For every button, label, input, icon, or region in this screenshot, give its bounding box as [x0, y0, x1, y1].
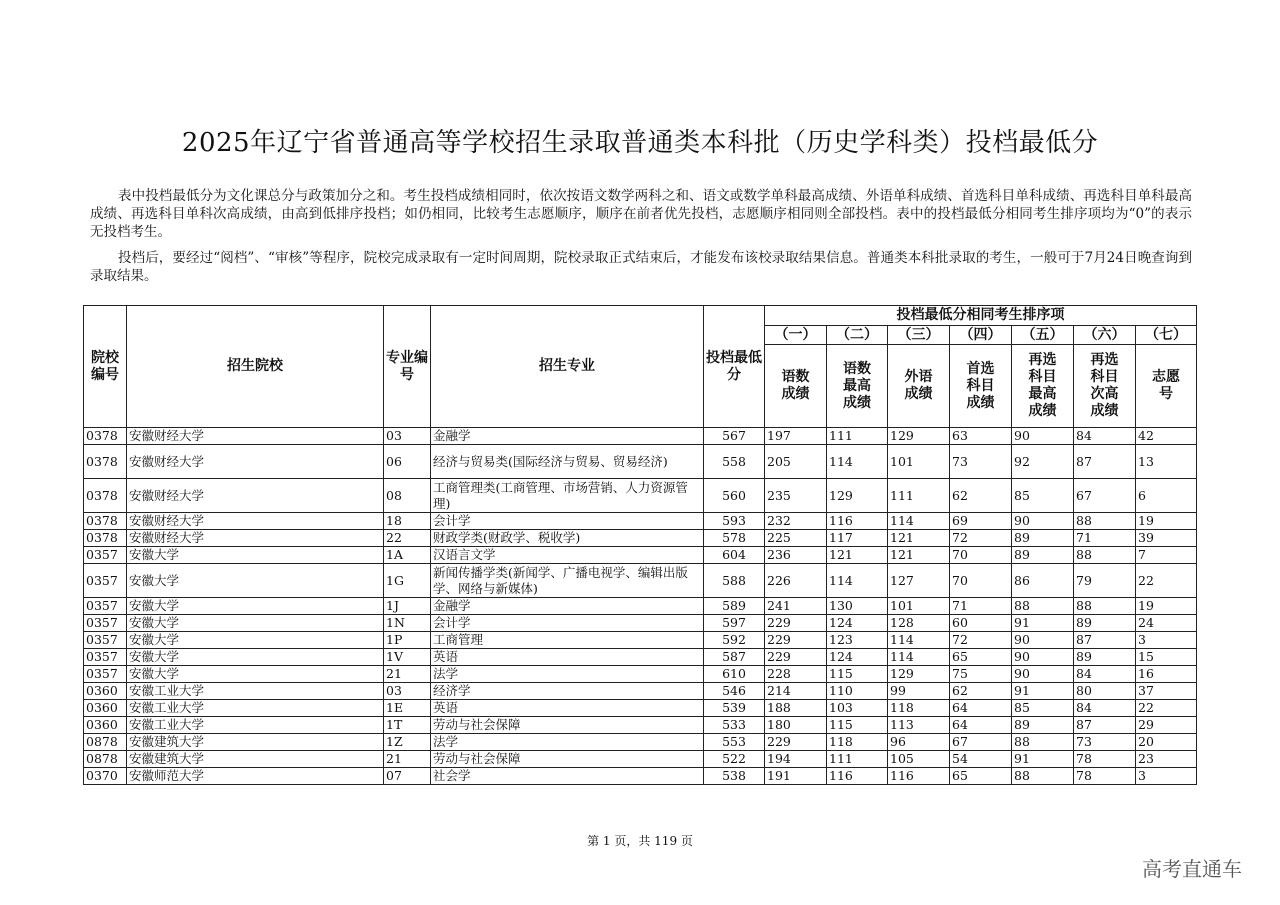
score-table — [83, 305, 1197, 785]
cell-major-code: 18 — [384, 513, 431, 530]
cell-min-score: 587 — [704, 649, 765, 666]
cell-elective-max: 92 — [1012, 445, 1074, 479]
table-row — [84, 598, 1197, 615]
cell-preference-no: 20 — [1136, 734, 1197, 751]
cell-major-code: 1J — [384, 598, 431, 615]
cell-yushu-max: 114 — [827, 445, 888, 479]
cell-foreign: 101 — [888, 598, 950, 615]
cell-yushu-max: 124 — [827, 649, 888, 666]
cell-min-score: 522 — [704, 751, 765, 768]
cell-elective-max: 90 — [1012, 632, 1074, 649]
cell-major: 法学 — [431, 666, 704, 683]
cell-major: 金融学 — [431, 428, 704, 445]
header-tiebreak-num: （七） — [1136, 326, 1197, 345]
cell-min-score: 578 — [704, 530, 765, 547]
cell-preference-no: 3 — [1136, 632, 1197, 649]
cell-elective-second: 84 — [1074, 666, 1136, 683]
cell-elective-second: 78 — [1074, 751, 1136, 768]
cell-yushu-max: 116 — [827, 768, 888, 785]
cell-yushu-max: 115 — [827, 666, 888, 683]
header-tiebreak-label: 再选科目最高成绩 — [1012, 345, 1074, 428]
header-tiebreak-label: 志愿号 — [1136, 345, 1197, 428]
notice-paragraph: 投档后，要经过“阅档”、“审核”等程序，院校完成录取有一定时间周期，院校录取正式结束后，才能发布该校录取结果信息。普通类本科批录取的考生，一般可于7月24日晚查询到录取结果。 — [90, 250, 1192, 284]
cell-first-subject: 75 — [950, 666, 1012, 683]
cell-school: 安徽工业大学 — [127, 717, 384, 734]
header-tiebreak-num: （三） — [888, 326, 950, 345]
header-tiebreak-num: （二） — [827, 326, 888, 345]
cell-major: 金融学 — [431, 598, 704, 615]
cell-foreign: 128 — [888, 615, 950, 632]
cell-yushu-max: 129 — [827, 479, 888, 513]
cell-yushu: 214 — [765, 683, 827, 700]
cell-yushu: 191 — [765, 768, 827, 785]
cell-school: 安徽大学 — [127, 564, 384, 598]
cell-foreign: 121 — [888, 547, 950, 564]
cell-major-code: 1N — [384, 615, 431, 632]
cell-preference-no: 29 — [1136, 717, 1197, 734]
cell-yushu-max: 130 — [827, 598, 888, 615]
cell-school: 安徽大学 — [127, 649, 384, 666]
cell-min-score: 560 — [704, 479, 765, 513]
header-tiebreak-num: （五） — [1012, 326, 1074, 345]
cell-major: 工商管理 — [431, 632, 704, 649]
cell-major-code: 1E — [384, 700, 431, 717]
table-row — [84, 683, 1197, 700]
cell-min-score: 593 — [704, 513, 765, 530]
cell-school: 安徽师范大学 — [127, 768, 384, 785]
cell-min-score: 604 — [704, 547, 765, 564]
header-min-score: 投档最低分 — [704, 306, 765, 428]
cell-preference-no: 13 — [1136, 445, 1197, 479]
header-tiebreak-num: （六） — [1074, 326, 1136, 345]
cell-yushu: 229 — [765, 632, 827, 649]
cell-school-code: 0357 — [84, 632, 127, 649]
intro-paragraph: 表中投档最低分为文化课总分与政策加分之和。考生投档成绩相同时，依次按语文数学两科之和、语文或数学单科最高成绩、外语单科成绩、首选科目单科成绩、再选科目单科最高成绩、再选科目单科次高成绩，由高到低排序投档；如仍相同，比较考生志愿顺序，顺序在前者优先投档，志愿顺序相同则全部投档。表中的投档最低分相同考生排序项均为“0”的表示无投档考生。 — [90, 188, 1192, 240]
cell-major: 经济与贸易类(国际经济与贸易、贸易经济) — [431, 445, 704, 479]
cell-elective-second: 89 — [1074, 649, 1136, 666]
cell-school-code: 0370 — [84, 768, 127, 785]
cell-school: 安徽大学 — [127, 547, 384, 564]
cell-elective-second: 84 — [1074, 428, 1136, 445]
cell-first-subject: 65 — [950, 768, 1012, 785]
table-row — [84, 479, 1197, 513]
cell-school: 安徽大学 — [127, 666, 384, 683]
cell-first-subject: 69 — [950, 513, 1012, 530]
cell-school: 安徽工业大学 — [127, 683, 384, 700]
cell-elective-max: 88 — [1012, 734, 1074, 751]
cell-major-code: 22 — [384, 530, 431, 547]
cell-min-score: 588 — [704, 564, 765, 598]
cell-school: 安徽财经大学 — [127, 513, 384, 530]
cell-first-subject: 65 — [950, 649, 1012, 666]
cell-elective-second: 88 — [1074, 513, 1136, 530]
cell-major: 会计学 — [431, 615, 704, 632]
cell-school-code: 0357 — [84, 666, 127, 683]
header-tiebreak-num: （四） — [950, 326, 1012, 345]
cell-first-subject: 73 — [950, 445, 1012, 479]
cell-foreign: 111 — [888, 479, 950, 513]
cell-foreign: 114 — [888, 649, 950, 666]
cell-major-code: 1G — [384, 564, 431, 598]
cell-min-score: 592 — [704, 632, 765, 649]
cell-school-code: 0357 — [84, 598, 127, 615]
cell-elective-max: 89 — [1012, 717, 1074, 734]
cell-elective-second: 87 — [1074, 632, 1136, 649]
cell-yushu: 229 — [765, 649, 827, 666]
cell-min-score: 546 — [704, 683, 765, 700]
cell-min-score: 558 — [704, 445, 765, 479]
table-row — [84, 700, 1197, 717]
cell-school-code: 0357 — [84, 649, 127, 666]
cell-school: 安徽建筑大学 — [127, 734, 384, 751]
cell-school: 安徽大学 — [127, 615, 384, 632]
cell-elective-max: 91 — [1012, 683, 1074, 700]
cell-yushu: 180 — [765, 717, 827, 734]
cell-elective-second: 79 — [1074, 564, 1136, 598]
header-tiebreak-label: 语数最高成绩 — [827, 345, 888, 428]
cell-preference-no: 24 — [1136, 615, 1197, 632]
cell-yushu: 194 — [765, 751, 827, 768]
cell-elective-second: 87 — [1074, 445, 1136, 479]
cell-school-code: 0378 — [84, 513, 127, 530]
header-major: 招生专业 — [431, 306, 704, 428]
cell-foreign: 96 — [888, 734, 950, 751]
cell-school-code: 0378 — [84, 479, 127, 513]
cell-preference-no: 37 — [1136, 683, 1197, 700]
cell-yushu-max: 103 — [827, 700, 888, 717]
cell-elective-max: 86 — [1012, 564, 1074, 598]
cell-major-code: 21 — [384, 751, 431, 768]
cell-foreign: 129 — [888, 428, 950, 445]
cell-school-code: 0360 — [84, 717, 127, 734]
cell-foreign: 101 — [888, 445, 950, 479]
cell-first-subject: 71 — [950, 598, 1012, 615]
cell-yushu: 226 — [765, 564, 827, 598]
table-row — [84, 632, 1197, 649]
cell-elective-max: 89 — [1012, 530, 1074, 547]
cell-yushu: 225 — [765, 530, 827, 547]
cell-school-code: 0378 — [84, 445, 127, 479]
cell-preference-no: 39 — [1136, 530, 1197, 547]
cell-major: 财政学类(财政学、税收学) — [431, 530, 704, 547]
cell-min-score: 610 — [704, 666, 765, 683]
cell-major: 会计学 — [431, 513, 704, 530]
cell-elective-max: 90 — [1012, 666, 1074, 683]
cell-elective-second: 73 — [1074, 734, 1136, 751]
cell-yushu: 228 — [765, 666, 827, 683]
cell-major: 经济学 — [431, 683, 704, 700]
page-number: 第 1 页，共 119 页 — [587, 834, 693, 848]
cell-foreign: 127 — [888, 564, 950, 598]
cell-preference-no: 3 — [1136, 768, 1197, 785]
cell-foreign: 113 — [888, 717, 950, 734]
cell-foreign: 116 — [888, 768, 950, 785]
cell-school: 安徽大学 — [127, 632, 384, 649]
cell-major-code: 08 — [384, 479, 431, 513]
cell-foreign: 129 — [888, 666, 950, 683]
cell-school-code: 0357 — [84, 615, 127, 632]
cell-yushu: 236 — [765, 547, 827, 564]
cell-preference-no: 22 — [1136, 564, 1197, 598]
cell-major: 新闻传播学类(新闻学、广播电视学、编辑出版学、网络与新媒体) — [431, 564, 704, 598]
cell-yushu-max: 111 — [827, 428, 888, 445]
cell-yushu-max: 121 — [827, 547, 888, 564]
cell-foreign: 105 — [888, 751, 950, 768]
cell-elective-max: 90 — [1012, 649, 1074, 666]
cell-major: 工商管理类(工商管理、市场营销、人力资源管理) — [431, 479, 704, 513]
cell-elective-max: 85 — [1012, 700, 1074, 717]
cell-elective-second: 80 — [1074, 683, 1136, 700]
cell-school: 安徽建筑大学 — [127, 751, 384, 768]
cell-major-code: 03 — [384, 428, 431, 445]
cell-first-subject: 70 — [950, 547, 1012, 564]
cell-preference-no: 16 — [1136, 666, 1197, 683]
cell-first-subject: 60 — [950, 615, 1012, 632]
header-school-code: 院校编号 — [84, 306, 127, 428]
cell-yushu-max: 117 — [827, 530, 888, 547]
cell-foreign: 114 — [888, 513, 950, 530]
cell-major-code: 1A — [384, 547, 431, 564]
cell-min-score: 567 — [704, 428, 765, 445]
cell-foreign: 114 — [888, 632, 950, 649]
table-row — [84, 649, 1197, 666]
cell-school-code: 0357 — [84, 547, 127, 564]
header-tiebreak-label: 外语成绩 — [888, 345, 950, 428]
cell-yushu: 197 — [765, 428, 827, 445]
cell-preference-no: 15 — [1136, 649, 1197, 666]
cell-first-subject: 67 — [950, 734, 1012, 751]
cell-yushu-max: 118 — [827, 734, 888, 751]
cell-min-score: 533 — [704, 717, 765, 734]
cell-major: 社会学 — [431, 768, 704, 785]
cell-yushu: 232 — [765, 513, 827, 530]
cell-yushu-max: 110 — [827, 683, 888, 700]
cell-preference-no: 42 — [1136, 428, 1197, 445]
cell-first-subject: 63 — [950, 428, 1012, 445]
cell-major-code: 03 — [384, 683, 431, 700]
cell-preference-no: 7 — [1136, 547, 1197, 564]
table-row — [84, 513, 1197, 530]
cell-elective-second: 71 — [1074, 530, 1136, 547]
cell-min-score: 553 — [704, 734, 765, 751]
cell-major-code: 1T — [384, 717, 431, 734]
table-row — [84, 547, 1197, 564]
cell-school-code: 0360 — [84, 700, 127, 717]
cell-major-code: 1V — [384, 649, 431, 666]
table-row — [84, 564, 1197, 598]
cell-yushu-max: 115 — [827, 717, 888, 734]
cell-major: 劳动与社会保障 — [431, 751, 704, 768]
cell-first-subject: 72 — [950, 632, 1012, 649]
cell-first-subject: 64 — [950, 700, 1012, 717]
cell-min-score: 589 — [704, 598, 765, 615]
cell-elective-second: 67 — [1074, 479, 1136, 513]
table-row — [84, 768, 1197, 785]
cell-first-subject: 62 — [950, 683, 1012, 700]
cell-yushu: 241 — [765, 598, 827, 615]
cell-major: 劳动与社会保障 — [431, 717, 704, 734]
cell-foreign: 99 — [888, 683, 950, 700]
table-row — [84, 666, 1197, 683]
cell-elective-second: 88 — [1074, 598, 1136, 615]
cell-school: 安徽财经大学 — [127, 445, 384, 479]
cell-yushu-max: 111 — [827, 751, 888, 768]
header-tiebreak-num: （一） — [765, 326, 827, 345]
cell-elective-second: 89 — [1074, 615, 1136, 632]
cell-first-subject: 72 — [950, 530, 1012, 547]
cell-preference-no: 19 — [1136, 598, 1197, 615]
table-row — [84, 530, 1197, 547]
cell-major-code: 1Z — [384, 734, 431, 751]
cell-elective-max: 91 — [1012, 751, 1074, 768]
header-major-code: 专业编号 — [384, 306, 431, 428]
cell-school: 安徽工业大学 — [127, 700, 384, 717]
cell-yushu: 188 — [765, 700, 827, 717]
cell-major-code: 1P — [384, 632, 431, 649]
cell-yushu-max: 124 — [827, 615, 888, 632]
cell-min-score: 597 — [704, 615, 765, 632]
cell-school: 安徽财经大学 — [127, 530, 384, 547]
table-row — [84, 751, 1197, 768]
watermark: 高考直通车 — [1142, 857, 1242, 881]
cell-school-code: 0878 — [84, 734, 127, 751]
cell-school: 安徽大学 — [127, 598, 384, 615]
cell-yushu: 229 — [765, 734, 827, 751]
header-tiebreak-label: 语数成绩 — [765, 345, 827, 428]
cell-foreign: 118 — [888, 700, 950, 717]
cell-elective-second: 87 — [1074, 717, 1136, 734]
cell-school-code: 0378 — [84, 428, 127, 445]
cell-elective-max: 90 — [1012, 428, 1074, 445]
cell-min-score: 538 — [704, 768, 765, 785]
page-title: 2025年辽宁省普通高等学校招生录取普通类本科批（历史学科类）投档最低分 — [181, 128, 1099, 158]
cell-elective-max: 89 — [1012, 547, 1074, 564]
cell-first-subject: 54 — [950, 751, 1012, 768]
cell-major: 英语 — [431, 649, 704, 666]
cell-major-code: 07 — [384, 768, 431, 785]
table-row — [84, 734, 1197, 751]
cell-yushu-max: 123 — [827, 632, 888, 649]
cell-school: 安徽财经大学 — [127, 479, 384, 513]
cell-elective-max: 88 — [1012, 598, 1074, 615]
table-row — [84, 717, 1197, 734]
table-row — [84, 445, 1197, 479]
cell-yushu: 235 — [765, 479, 827, 513]
cell-preference-no: 6 — [1136, 479, 1197, 513]
cell-major-code: 21 — [384, 666, 431, 683]
cell-foreign: 121 — [888, 530, 950, 547]
cell-elective-max: 88 — [1012, 768, 1074, 785]
cell-major: 汉语言文学 — [431, 547, 704, 564]
cell-min-score: 539 — [704, 700, 765, 717]
header-school: 招生院校 — [127, 306, 384, 428]
table-row — [84, 615, 1197, 632]
cell-preference-no: 19 — [1136, 513, 1197, 530]
cell-major-code: 06 — [384, 445, 431, 479]
cell-major: 法学 — [431, 734, 704, 751]
cell-elective-second: 84 — [1074, 700, 1136, 717]
cell-first-subject: 64 — [950, 717, 1012, 734]
cell-school-code: 0360 — [84, 683, 127, 700]
cell-elective-max: 85 — [1012, 479, 1074, 513]
cell-school: 安徽财经大学 — [127, 428, 384, 445]
table-row — [84, 428, 1197, 445]
header-tiebreak-group: 投档最低分相同考生排序项 — [765, 306, 1197, 326]
cell-major: 英语 — [431, 700, 704, 717]
cell-elective-second: 88 — [1074, 547, 1136, 564]
cell-elective-max: 90 — [1012, 513, 1074, 530]
cell-school-code: 0878 — [84, 751, 127, 768]
cell-elective-second: 78 — [1074, 768, 1136, 785]
cell-preference-no: 23 — [1136, 751, 1197, 768]
cell-preference-no: 22 — [1136, 700, 1197, 717]
header-tiebreak-label: 首选科目成绩 — [950, 345, 1012, 428]
cell-school-code: 0357 — [84, 564, 127, 598]
cell-school-code: 0378 — [84, 530, 127, 547]
cell-elective-max: 91 — [1012, 615, 1074, 632]
cell-yushu: 229 — [765, 615, 827, 632]
cell-yushu-max: 116 — [827, 513, 888, 530]
cell-first-subject: 70 — [950, 564, 1012, 598]
cell-yushu: 205 — [765, 445, 827, 479]
header-tiebreak-label: 再选科目次高成绩 — [1074, 345, 1136, 428]
cell-first-subject: 62 — [950, 479, 1012, 513]
cell-yushu-max: 114 — [827, 564, 888, 598]
